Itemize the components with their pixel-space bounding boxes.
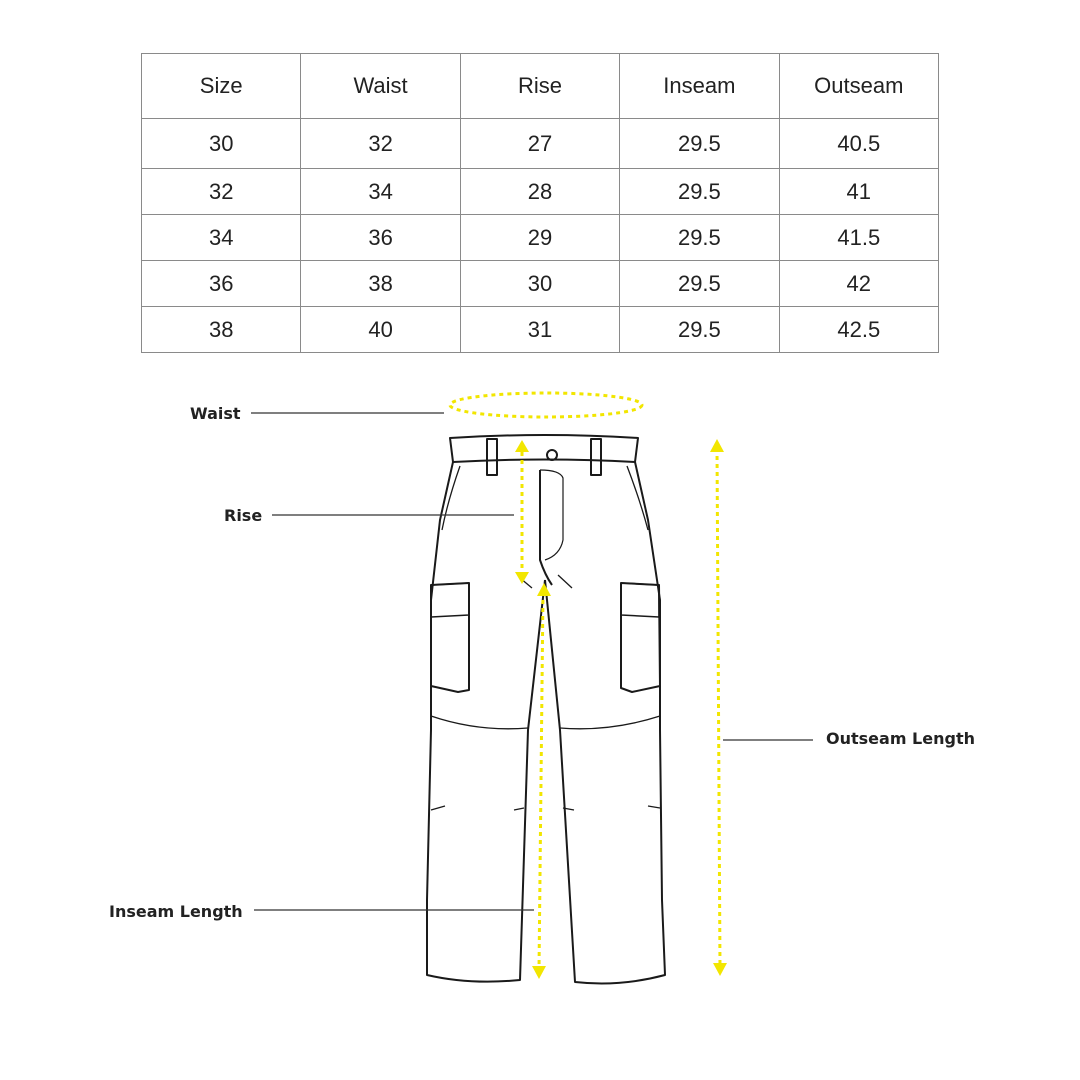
rise-arrow-top: [515, 440, 529, 452]
right-cargo-pocket: [621, 583, 660, 692]
cell-waist: 38: [301, 261, 460, 307]
pants-outline: [427, 435, 665, 983]
cell-waist: 34: [301, 169, 460, 215]
header-outseam: Outseam: [779, 54, 938, 119]
measurement-markers: [450, 393, 720, 970]
cell-outseam: 40.5: [779, 119, 938, 169]
cell-size: 34: [142, 215, 301, 261]
cell-inseam: 29.5: [620, 169, 779, 215]
leader-lines: [251, 413, 813, 910]
inseam-arrow-top: [537, 583, 551, 596]
cell-size: 36: [142, 261, 301, 307]
cell-rise: 31: [460, 307, 619, 353]
cell-rise: 27: [460, 119, 619, 169]
cell-rise: 30: [460, 261, 619, 307]
waist-label: Waist: [190, 404, 241, 423]
cell-inseam: 29.5: [620, 307, 779, 353]
waist-measure-ellipse: [450, 393, 642, 417]
cell-waist: 32: [301, 119, 460, 169]
cell-size: 32: [142, 169, 301, 215]
header-inseam: Inseam: [620, 54, 779, 119]
cell-inseam: 29.5: [620, 119, 779, 169]
inseam-measure-line: [539, 592, 543, 970]
header-rise: Rise: [460, 54, 619, 119]
cell-rise: 28: [460, 169, 619, 215]
header-waist: Waist: [301, 54, 460, 119]
waistband: [450, 435, 638, 462]
outseam-length-label: Outseam Length: [826, 729, 975, 748]
belt-loop-left: [487, 439, 497, 475]
inseam-arrow-bottom: [532, 966, 546, 979]
cell-outseam: 41.5: [779, 215, 938, 261]
cell-inseam: 29.5: [620, 261, 779, 307]
measurement-arrowheads: [515, 439, 727, 979]
cell-size: 30: [142, 119, 301, 169]
waist-button: [547, 450, 557, 460]
cell-size: 38: [142, 307, 301, 353]
rise-label: Rise: [224, 506, 263, 525]
left-cargo-pocket: [431, 583, 469, 692]
outseam-arrow-top: [710, 439, 724, 452]
outseam-arrow-bottom: [713, 963, 727, 976]
header-size: Size: [142, 54, 301, 119]
cell-rise: 29: [460, 215, 619, 261]
rise-arrow-bottom: [515, 572, 529, 584]
belt-loop-right: [591, 439, 601, 475]
inseam-length-label: Inseam Length: [109, 902, 243, 921]
cell-waist: 36: [301, 215, 460, 261]
cell-outseam: 42: [779, 261, 938, 307]
cell-outseam: 42.5: [779, 307, 938, 353]
cell-inseam: 29.5: [620, 215, 779, 261]
cell-outseam: 41: [779, 169, 938, 215]
left-leg-outline: [427, 462, 545, 982]
cell-waist: 40: [301, 307, 460, 353]
outseam-measure-line: [717, 448, 720, 968]
